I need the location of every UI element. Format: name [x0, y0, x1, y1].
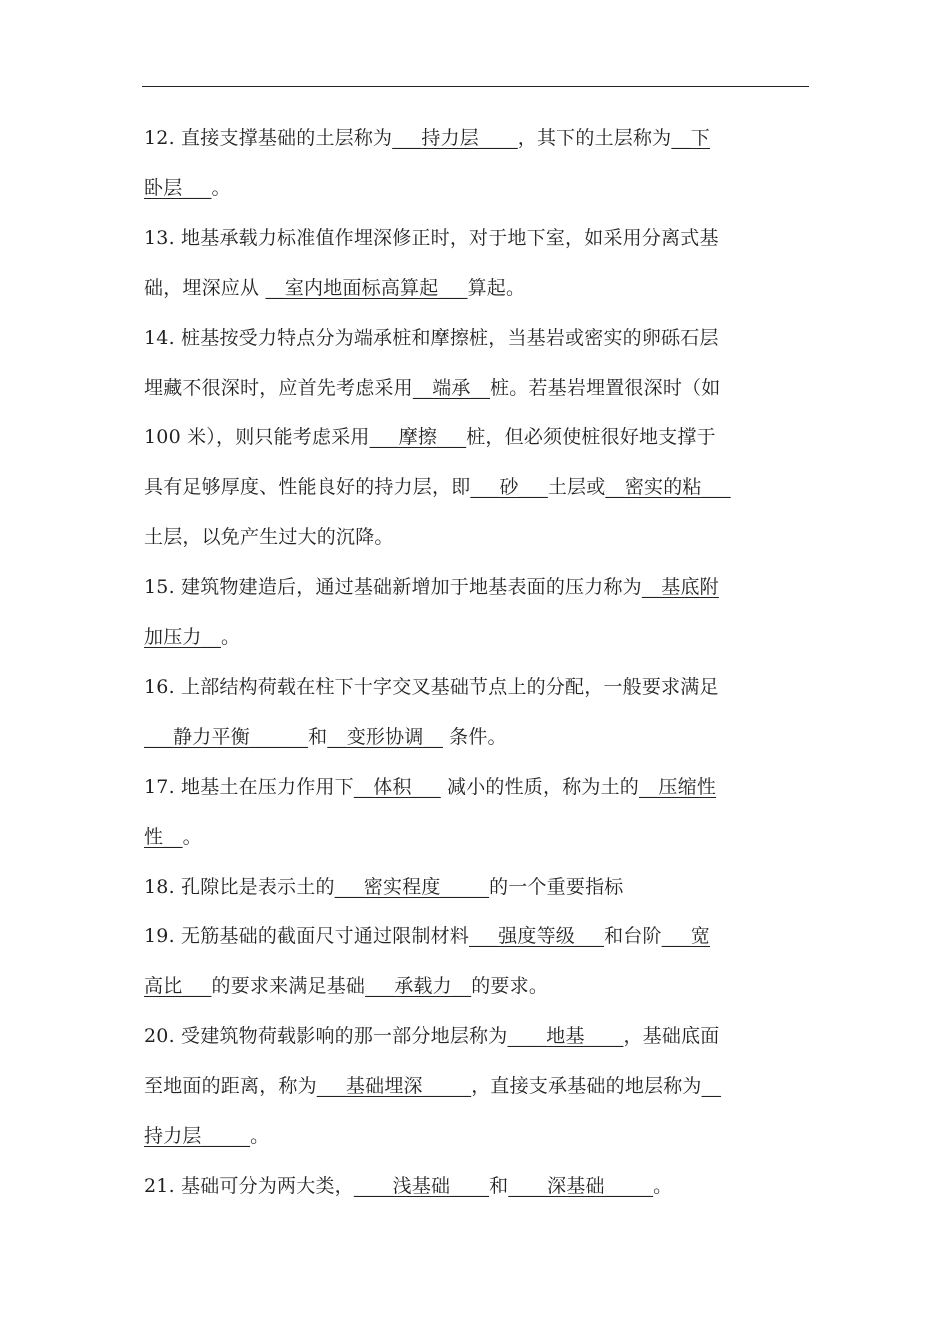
question-text: 20. 受建筑物荷载影响的那一部分地层称为	[144, 1025, 508, 1048]
answer-blank: __基底附	[641, 576, 719, 599]
answer-blank: ____浅基础____	[353, 1174, 490, 1197]
answer-blank: __密实的粘___	[605, 476, 731, 499]
text-line	[144, 916, 710, 956]
answer-blank: 卧层___	[144, 176, 212, 199]
text-line	[144, 517, 394, 557]
question-text: 具有足够厚度、性能良好的持力层，即	[144, 476, 471, 499]
question-text: 减小的性质，称为土的	[440, 775, 640, 798]
answer-blank: ____地基____	[507, 1025, 624, 1048]
text-line	[144, 767, 716, 807]
question-text: 。	[653, 1174, 673, 1197]
answer-blank: ___静力平衡______	[144, 725, 309, 748]
answer-blank: ___强度等级___	[469, 925, 605, 948]
text-line	[144, 268, 525, 308]
answer-blank: ___宽	[661, 925, 710, 948]
text-line	[144, 417, 716, 457]
question-text: 和台阶	[604, 925, 662, 948]
answer-blank: ___承载力__	[365, 975, 472, 998]
answer-blank: __端承__	[412, 376, 491, 399]
question-text: 19. 无筋基础的截面尺寸通过限制材料	[144, 925, 470, 948]
question-text: 条件。	[442, 725, 507, 748]
text-line	[144, 318, 719, 358]
answer-blank: ___密实程度_____	[334, 875, 490, 898]
question-text: ，其下的土层称为	[517, 127, 672, 149]
question-text: 18. 孔隙比是表示土的	[144, 875, 335, 898]
text-line	[144, 118, 710, 158]
text-line	[144, 1066, 721, 1106]
answer-blank: 高比___	[144, 975, 212, 998]
question-text: 的一个重要指标	[489, 875, 624, 898]
question-text: 和	[489, 1174, 509, 1197]
text-line	[144, 368, 720, 408]
question-text: 。	[211, 176, 231, 199]
answer-blank: 性__	[144, 825, 183, 848]
header-rule	[142, 86, 809, 87]
answer-blank: 加压力__	[144, 626, 222, 648]
question-text: 算起。	[467, 276, 526, 299]
question-text: ，基础底面	[623, 1025, 720, 1048]
question-text: 土层或	[547, 476, 606, 499]
text-line	[144, 1166, 672, 1206]
answer-blank: __压缩性	[639, 775, 717, 798]
question-text: 至地面的距离，称为	[144, 1075, 317, 1098]
question-text: 桩。若基岩埋置很深时（如	[490, 376, 721, 399]
answer-blank: ___基础埋深_____	[316, 1075, 472, 1098]
text-line	[144, 168, 231, 208]
text-line	[144, 717, 507, 757]
text-line	[144, 667, 719, 707]
question-text: 的要求来满足基础	[211, 975, 366, 998]
answer-blank: ____深基础_____	[508, 1174, 654, 1197]
answer-blank: 持力层_____	[144, 1125, 251, 1147]
question-text: 埋藏不很深时，应首先考虑采用	[144, 376, 413, 399]
question-text: 础，埋深应从	[144, 276, 266, 299]
question-text: 14. 桩基按受力特点分为端承桩和摩擦桩，当基岩或密实的卵砾石层	[144, 326, 719, 349]
text-line	[144, 966, 548, 1006]
text-line	[144, 467, 731, 507]
question-text: ，直接支承基础的地层称为	[471, 1075, 702, 1098]
answer-blank: ___摩擦___	[369, 426, 467, 449]
question-text: 和	[308, 725, 328, 748]
text-line	[144, 1116, 269, 1156]
question-text: 13. 地基承载力标准值作埋深修正时，对于地下室，如采用分离式基	[144, 226, 719, 249]
question-text: 。	[182, 825, 202, 848]
text-line	[144, 1016, 720, 1056]
question-text: 12. 直接支撑基础的土层称为	[144, 127, 393, 149]
answer-blank: __室内地面标高算起___	[265, 276, 468, 299]
answer-blank: ___持力层____	[392, 127, 518, 149]
question-text: 16. 上部结构荷载在柱下十字交叉基础节点上的分配，一般要求满足	[144, 675, 719, 698]
text-line	[144, 617, 240, 657]
question-text: 21. 基础可分为两大类，	[144, 1174, 354, 1197]
question-text: 的要求。	[471, 975, 549, 998]
question-text: 。	[221, 626, 241, 648]
answer-blank: __下	[671, 127, 710, 149]
text-line	[144, 867, 623, 907]
question-text: 15. 建筑物建造后，通过基础新增加于地基表面的压力称为	[144, 576, 642, 599]
question-text: 100 米），则只能考虑采用	[144, 426, 370, 449]
answer-blank: __	[701, 1075, 722, 1098]
answer-blank: __体积___	[353, 775, 441, 798]
text-line	[144, 218, 719, 258]
answer-blank: __变形协调__	[327, 725, 443, 748]
question-text: 。	[250, 1125, 270, 1147]
question-text: 17. 地基土在压力作用下	[144, 775, 354, 798]
question-text: 桩，但必须使桩很好地支撑于	[466, 426, 716, 449]
text-line	[144, 567, 719, 607]
text-line	[144, 817, 202, 857]
question-text: 土层，以免产生过大的沉降。	[144, 526, 394, 549]
answer-blank: ___砂___	[470, 476, 548, 499]
